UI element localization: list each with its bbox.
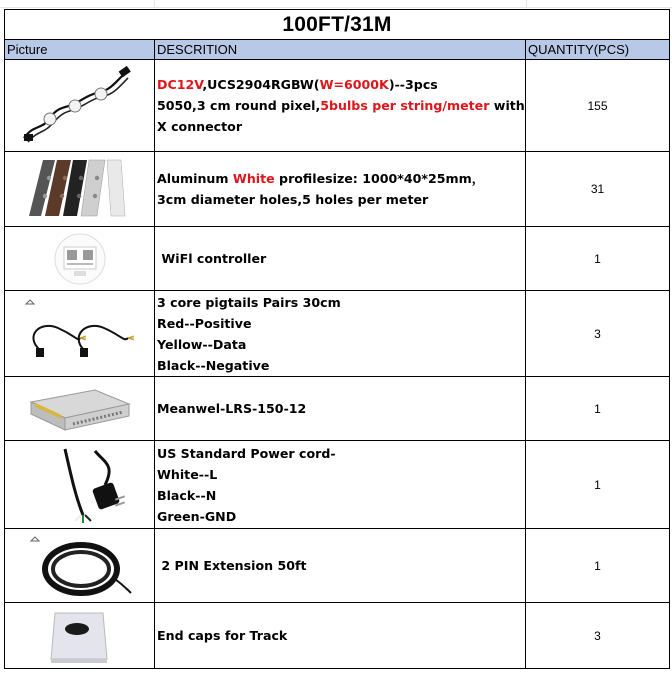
quantity-cell: 3 [526, 603, 670, 669]
quantity-cell: 1 [526, 227, 670, 291]
description-text: Red--Positive [157, 315, 252, 331]
picture-cell [5, 152, 155, 227]
description-text: Black--Negative [157, 357, 270, 373]
picture-cell [5, 60, 155, 152]
description-cell [155, 529, 526, 603]
description-cell [155, 291, 526, 377]
power-supply-icon [25, 384, 135, 434]
description-cell [155, 152, 526, 227]
table-row [5, 152, 670, 227]
description-text: Meanwel-LRS-150-12 [157, 401, 307, 416]
description-cell [155, 227, 526, 291]
quantity-cell: 1 [526, 441, 670, 529]
grid-top-strip [0, 0, 672, 8]
description-line [157, 95, 525, 116]
description-text: X connector [157, 119, 243, 134]
table-row [5, 227, 670, 291]
description-cell [155, 441, 526, 529]
description-line [157, 555, 525, 576]
quantity-cell: 155 [526, 60, 670, 152]
table-row [5, 377, 670, 441]
description-text: 2 PIN Extension 50ft [157, 558, 307, 573]
description-cell [155, 377, 526, 441]
description-line [157, 485, 525, 506]
picture-cell [5, 441, 155, 529]
power-cord-icon [25, 445, 135, 525]
description-text: 5050,3 cm round pixel, [157, 98, 321, 113]
highlighted-text: W=6000K [319, 77, 389, 92]
quantity-cell: 1 [526, 529, 670, 603]
description-text: Aluminum [157, 171, 233, 186]
description-text: Yellow--Data [157, 336, 247, 352]
quantity-cell: 3 [526, 291, 670, 377]
description-line [157, 443, 525, 464]
description-line [157, 313, 525, 334]
picture-cell [5, 603, 155, 669]
description-cell [155, 60, 526, 152]
extension-cable-coil-icon [25, 533, 135, 599]
description-line [157, 464, 525, 485]
description-text: Black--N [157, 487, 217, 503]
header-row [5, 40, 670, 60]
end-cap-icon [45, 607, 115, 665]
led-pixel-string-icon [20, 64, 140, 148]
table-row [5, 603, 670, 669]
picture-cell [5, 227, 155, 291]
bill-of-materials-table [4, 9, 670, 669]
description-line [157, 248, 525, 269]
description-cell [155, 603, 526, 669]
table-row [5, 441, 670, 529]
description-text: ,UCS2904RGBW( [202, 77, 320, 92]
description-line [157, 398, 525, 419]
quantity-column-header: QUANTITY(PCS) [526, 40, 670, 60]
description-text: profilesize: 1000*40*25mm， [274, 171, 485, 186]
description-line [157, 168, 525, 189]
description-text: 3 core pigtails Pairs 30cm [157, 294, 341, 310]
table-row [5, 529, 670, 603]
table-row [5, 60, 670, 152]
table-title: 100FT/31M [5, 10, 670, 40]
picture-column-header: Picture [5, 40, 155, 60]
description-line [157, 625, 525, 646]
description-text: Green-GND [157, 508, 237, 524]
picture-cell [5, 377, 155, 441]
highlighted-text: 5bulbs per string/meter [320, 98, 490, 113]
picture-cell [5, 291, 155, 377]
description-text: WiFl controller [157, 251, 267, 266]
description-line [157, 355, 525, 376]
description-line [157, 189, 525, 210]
description-text: with [489, 98, 525, 113]
description-text: End caps for Track [157, 628, 288, 643]
table-row [5, 291, 670, 377]
aluminum-profile-icon [25, 156, 135, 222]
description-text: 3cm diameter holes,5 holes per meter [157, 192, 429, 207]
picture-cell [5, 529, 155, 603]
description-text: White--L [157, 466, 218, 482]
title-row [5, 10, 670, 40]
description-line [157, 292, 525, 313]
description-line [157, 506, 525, 527]
description-line [157, 334, 525, 355]
description-text: )--3pcs [388, 77, 438, 92]
quantity-cell: 1 [526, 377, 670, 441]
description-text: US Standard Power cord- [157, 445, 336, 461]
highlighted-text: DC12V [157, 77, 203, 92]
pigtail-cable-icon [20, 298, 140, 370]
quantity-cell: 31 [526, 152, 670, 227]
description-line [157, 74, 525, 95]
wifi-controller-icon [50, 231, 110, 287]
description-column-header: DESCRITION [155, 40, 526, 60]
description-line [157, 116, 525, 137]
highlighted-text: White [232, 171, 275, 186]
